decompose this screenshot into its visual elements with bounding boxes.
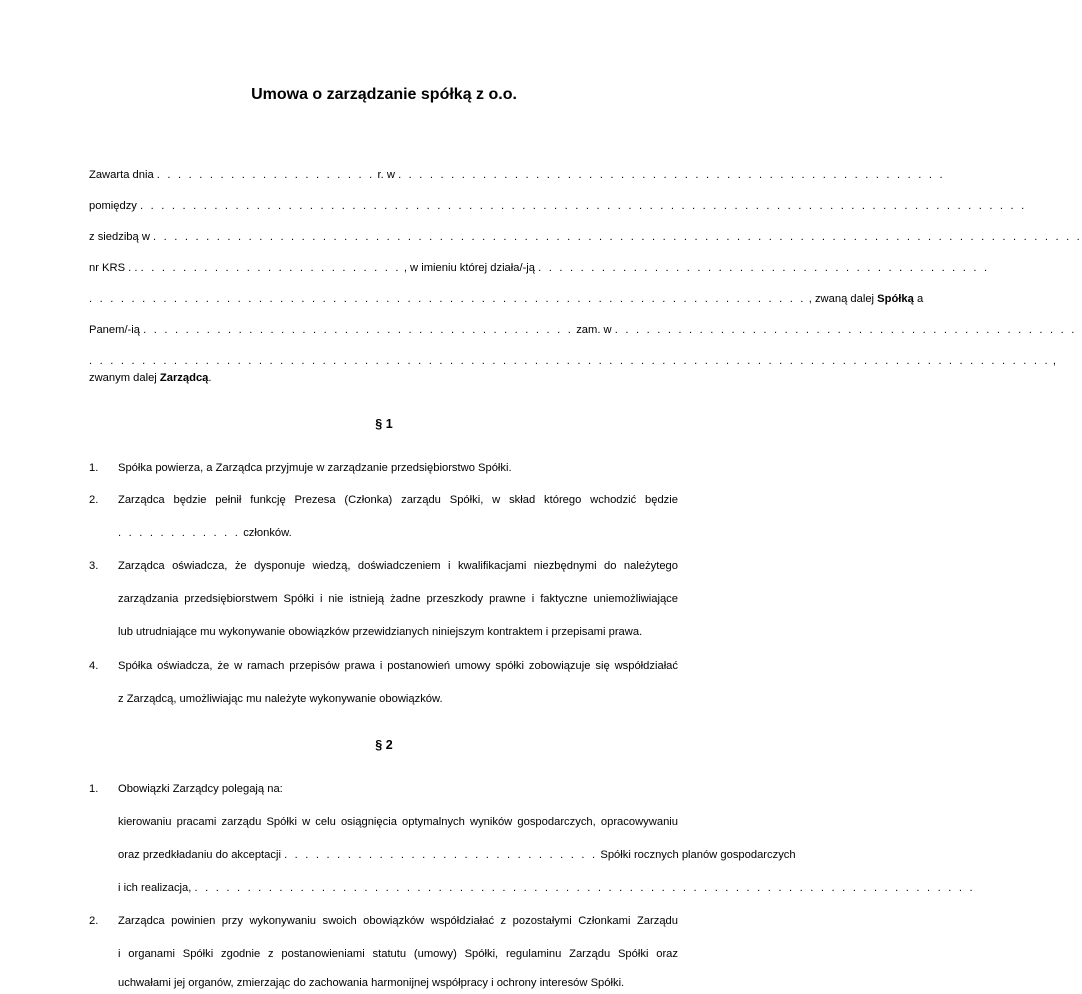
s1-p3-line3: lub utrudniające mu wykonywanie obowiązków przewidzianych niniejszym kontraktem i przepisami prawa.: [118, 626, 643, 638]
s2-p1-line2-prefix: oraz przedkładaniu do akceptacji: [118, 849, 281, 861]
s2-p1-line1: kierowaniu pracami zarządu Spółki w celu osiągnięcia optymalnych wyników gospodarczych, opracowywaniu: [118, 816, 678, 828]
representative-blank[interactable]: . . . . . . . . . . . . . . . . . . . . . . . . . . . . . . . . . . . . . . . . . . .: [538, 262, 990, 274]
spolka-term: Spółką: [877, 293, 914, 305]
section-1-heading: § 1: [375, 417, 393, 431]
line-panem: [89, 323, 1077, 337]
s1-p2-number: 2.: [89, 494, 99, 506]
s1-p4-number: 4.: [89, 660, 99, 672]
s2-p1-line3: [118, 882, 975, 894]
seat-blank[interactable]: . . . . . . . . . . . . . . . . . . . . . . . . . . . . . . . . . . . . . . . . . . . . . . . . . . . . . . . . . . . . . . . . . . . . . . . . . . . . . . . . . . . . . . . .: [153, 231, 1082, 243]
s2-p1-line2-suffix: Spółki rocznych planów gospodarczych: [600, 849, 796, 861]
approval-body-blank[interactable]: . . . . . . . . . . . . . . . . . . . . . . . . . . . . . .: [284, 849, 598, 861]
party-blank[interactable]: . . . . . . . . . . . . . . . . . . . . . . . . . . . . . . . . . . . . . . . . . . . . . . . . . . . . . . . . . . . . . . . . . . . . . . . . . . . . . . . . . . . .: [140, 200, 1027, 212]
residence-blank[interactable]: . . . . . . . . . . . . . . . . . . . . . . . . . . . . . . . . . . . . . . . . . . . .: [614, 324, 1077, 336]
s2-p1-line2: [118, 849, 796, 861]
place-blank[interactable]: . . . . . . . . . . . . . . . . . . . . . . . . . . . . . . . . . . . . . . . . . . . . . . . . . . . .: [398, 169, 945, 181]
address-comma: ,: [1052, 355, 1057, 367]
krs-label: nr KRS . .: [89, 262, 138, 274]
s2-p2-line2: i organami Spółki zgodnie z postanowieniami statutu (umowy) Spółki, regulaminu Zarządu Spółki oraz: [118, 948, 678, 960]
krs-mid: , w imieniu której działa/-ją: [403, 262, 536, 274]
s2-p1-number: 1.: [89, 783, 99, 795]
zawarta-mid: r. w: [377, 169, 395, 181]
line-address-cont: [89, 354, 1057, 368]
spolka-after: a: [916, 293, 924, 305]
krs-blank[interactable]: . . . . . . . . . . . . . . . . . . . . . . . . .: [140, 262, 401, 274]
document-title: Umowa o zarządzanie spółką z o.o.: [251, 86, 517, 103]
line-siedziba: [89, 230, 1082, 244]
members-count-blank[interactable]: . . . . . . . . . . . .: [118, 527, 241, 539]
s1-p4-line1: Spółka oświadcza, że w ramach przepisów prawa i postanowień umowy spółki zobowiązuje się współdziałać: [118, 660, 678, 672]
zwanym-prefix: zwanym dalej: [89, 372, 157, 384]
continuation-blank[interactable]: . . . . . . . . . . . . . . . . . . . . . . . . . . . . . . . . . . . . . . . . . . . . . . . . . . . . . . . . . . . . . . . . . . . .: [89, 293, 806, 305]
s1-p1-number: 1.: [89, 462, 99, 474]
line-zwanym: [89, 371, 677, 385]
s2-p2-line1: Zarządca powinien przy wykonywaniu swoich obowiązków współdziałać z pozostałymi Członkami Zarządu: [118, 915, 678, 927]
s2-p1-intro: Obowiązki Zarządcy polegają na:: [118, 783, 283, 795]
s2-p1-line3-prefix: i ich realizacja,: [118, 882, 192, 894]
line-krs: [89, 261, 990, 275]
realization-blank[interactable]: . . . . . . . . . . . . . . . . . . . . . . . . . . . . . . . . . . . . . . . . . . . . . . . . . . . . . . . . . . . . . . . . . . . . . . . . . .: [194, 882, 975, 894]
manager-name-blank[interactable]: . . . . . . . . . . . . . . . . . . . . . . . . . . . . . . . . . . . . . . . . .: [143, 324, 574, 336]
zarzadca-term: Zarządcą: [159, 372, 209, 384]
siedziba-label: z siedzibą w: [89, 231, 150, 243]
address-blank[interactable]: . . . . . . . . . . . . . . . . . . . . . . . . . . . . . . . . . . . . . . . . . . . . . . . . . . . . . . . . . . . . . . . . . . . . . . . . . . . . . . . . . . . . . . . . . . .: [89, 355, 1050, 367]
zam-label: zam. w: [576, 324, 612, 336]
members-suffix: członków.: [243, 527, 292, 539]
zwana-label: , zwaną dalej: [808, 293, 875, 305]
s2-p2-line3: uchwałami jej organów, zmierzając do zachowania harmonijnej współpracy i ochrony interesów Spółki.: [118, 977, 625, 989]
section-2-heading: § 2: [375, 738, 393, 752]
s1-p3-line2: zarządzania przedsiębiorstwem Spółki i nie istnieją żadne przeszkody prawne i faktyczne uniemożliwiające: [118, 593, 678, 605]
s2-p2-number: 2.: [89, 915, 99, 927]
s1-p4-line2: z Zarządcą, umożliwiając mu należyte wykonywanie obowiązków.: [118, 693, 443, 705]
line-pomiedzy: [89, 199, 1027, 213]
panem-label: Panem/-ią: [89, 324, 140, 336]
s1-p3-line1: Zarządca oświadcza, że dysponuje wiedzą, doświadczeniem i kwalifikacjami niezbędnymi do należytego: [118, 560, 678, 572]
s1-p2-line2: [118, 527, 678, 539]
s1-p1-text: Spółka powierza, a Zarządca przyjmuje w zarządzanie przedsiębiorstwo Spółki.: [118, 462, 512, 474]
line-zawarta: [89, 168, 945, 182]
s1-p3-number: 3.: [89, 560, 99, 572]
date-blank[interactable]: . . . . . . . . . . . . . . . . . . . . .: [156, 169, 375, 181]
zwanym-period: .: [208, 372, 212, 384]
zawarta-label: Zawarta dnia: [89, 169, 154, 181]
pomiedzy-label: pomiędzy: [89, 200, 137, 212]
s1-p2-line1: Zarządca będzie pełnił funkcję Prezesa (Członka) zarządu Spółki, w skład którego wchodzić będzie: [118, 494, 678, 506]
line-zwana: [89, 292, 924, 306]
